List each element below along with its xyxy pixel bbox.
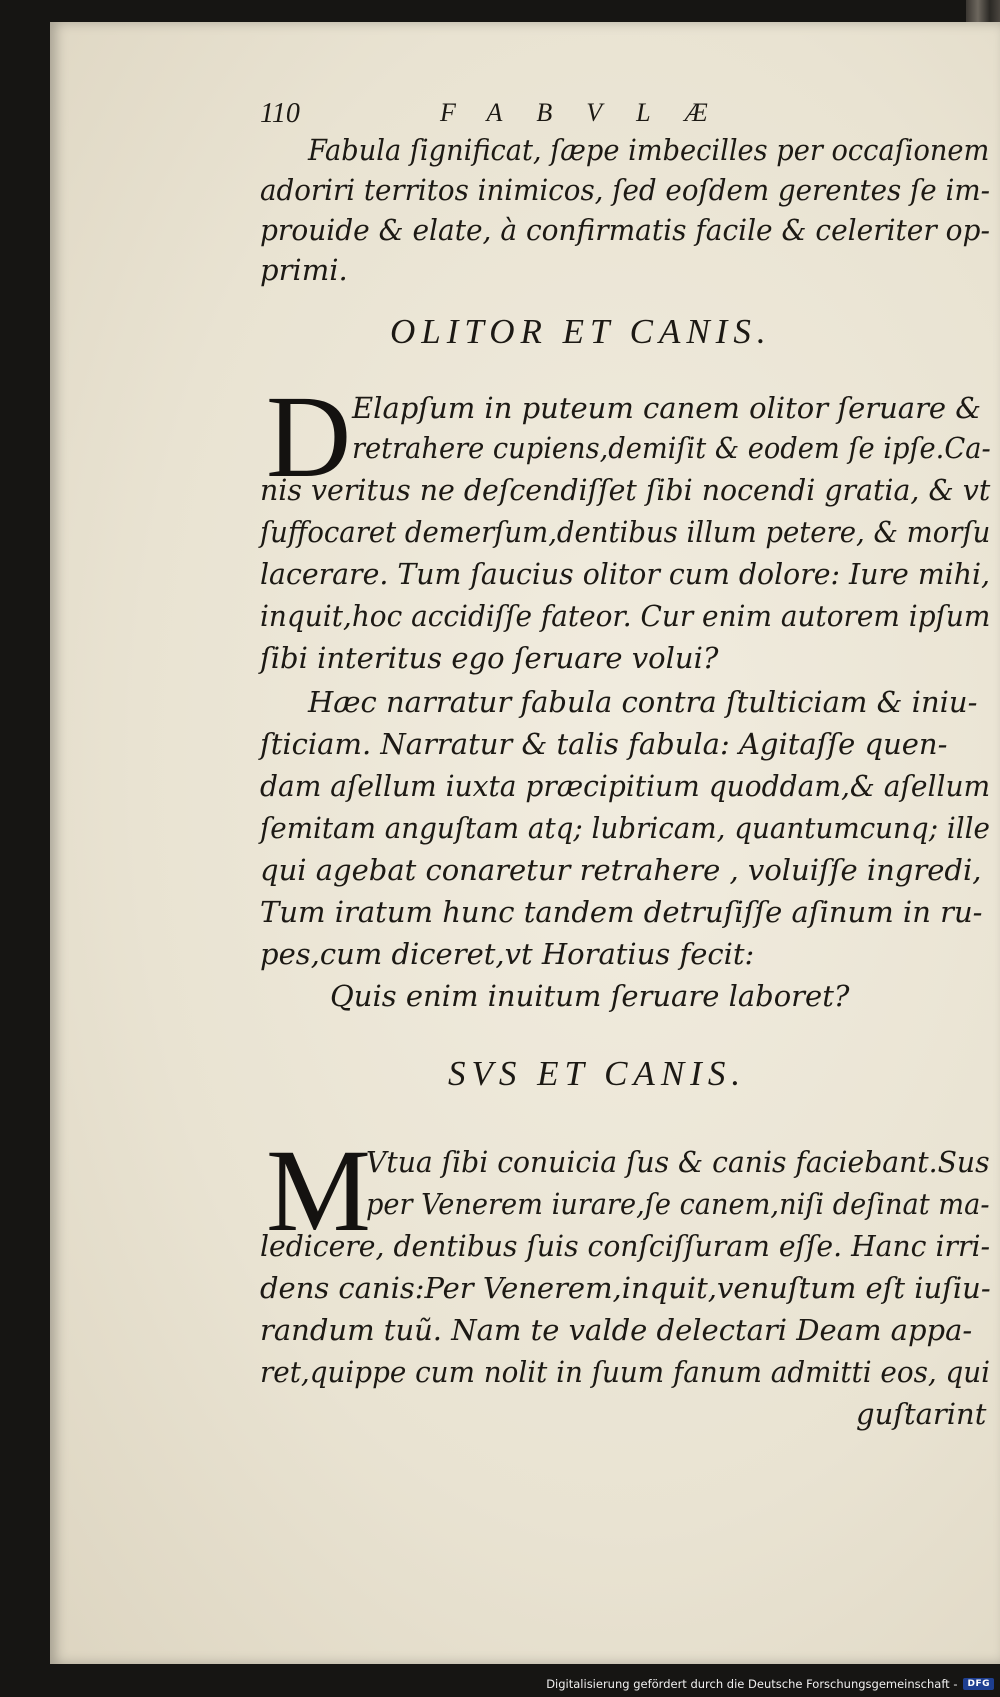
fable2-line: dens canis:Per Venerem,inquit,venuſtum eſt iuſiu- [260,1271,991,1305]
verse-line: Quis enim inuitum ſeruare laboret? [330,979,850,1013]
fable1-line: ſticiam. Narratur & talis fabula: Agitaſſe quen- [260,727,948,761]
fable1-line: ſuffocaret demerſum,dentibus illum petere, & morſu [260,515,991,549]
digitization-credit [520,1674,994,1694]
fable1-line: pes,cum diceret,vt Horatius fecit: [260,937,755,971]
dfg-logo-icon: DFG [963,1678,994,1690]
fable1-line: inquit,hoc accidiſſe fateor. Cur enim autorem ipſum [260,599,991,633]
fable1-line: Tum iratum hunc tandem detruſiſſe aſinum in ru- [260,895,983,929]
running-title: FABVLÆ [440,98,742,127]
fable2-line: ret,quippe cum nolit in ſuum fanum admitti eos, qui [260,1355,991,1389]
dropcap-d: D [266,371,352,502]
fable1-line: lacerare. Tum ſaucius olitor cum dolore: Iure mihi, [260,557,991,591]
fable1-line: retrahere cupiens,demiſit & eodem ſe ipſe.Ca- [352,431,991,465]
intro-line: Fabula ſignificat, ſæpe imbecilles per occaſionem [308,133,990,167]
fable2-line: Vtua ſibi conuicia ſus & canis faciebant.Sus [366,1145,990,1179]
intro-line: primi. [260,253,348,287]
fable2-line: ledicere, dentibus ſuis conſciſſuram eſſe. Hanc irri- [260,1229,991,1263]
catchword: guſtarint [856,1397,987,1431]
fable1-line: Elapſum in puteum canem olitor ſeruare & [352,391,982,425]
credit-text: Digitalisierung gefördert durch die Deutsche Forschungsgemeinschaft - [546,1677,958,1691]
fable1-line: ſibi interitus ego ſeruare volui? [260,641,719,675]
fable1-line: qui agebat conaretur retrahere , voluiſſe ingredi, [260,853,982,887]
page-number: 110 [260,98,300,129]
intro-line: prouide & elate, à confirmatis facile & celeriter op- [260,213,990,247]
fable2-line: randum tuũ. Nam te valde delectari Deam appa- [260,1313,973,1347]
fable-title-olitor-et-canis: OLITOR ET CANIS. [390,312,772,351]
fable2-line: per Venerem iurare,ſe canem,niſi deſinat ma- [366,1187,990,1221]
fable1-line: ſemitam anguſtam atq; lubricam, quantumcunq; ille [260,811,990,845]
fable1-line: dam aſellum iuxta præcipitium quoddam,& aſellum [260,769,991,803]
dropcap-m: M [266,1125,371,1256]
fable-title-sus-et-canis: SVS ET CANIS. [448,1054,747,1093]
intro-line: adoriri territos inimicos, ſed eoſdem gerentes ſe im- [260,173,990,207]
fable1-line: Hæc narratur fabula contra ſtulticiam & iniu- [308,685,978,719]
fable1-line: nis veritus ne deſcendiſſet ſibi nocendi gratia, & vt [260,473,991,507]
